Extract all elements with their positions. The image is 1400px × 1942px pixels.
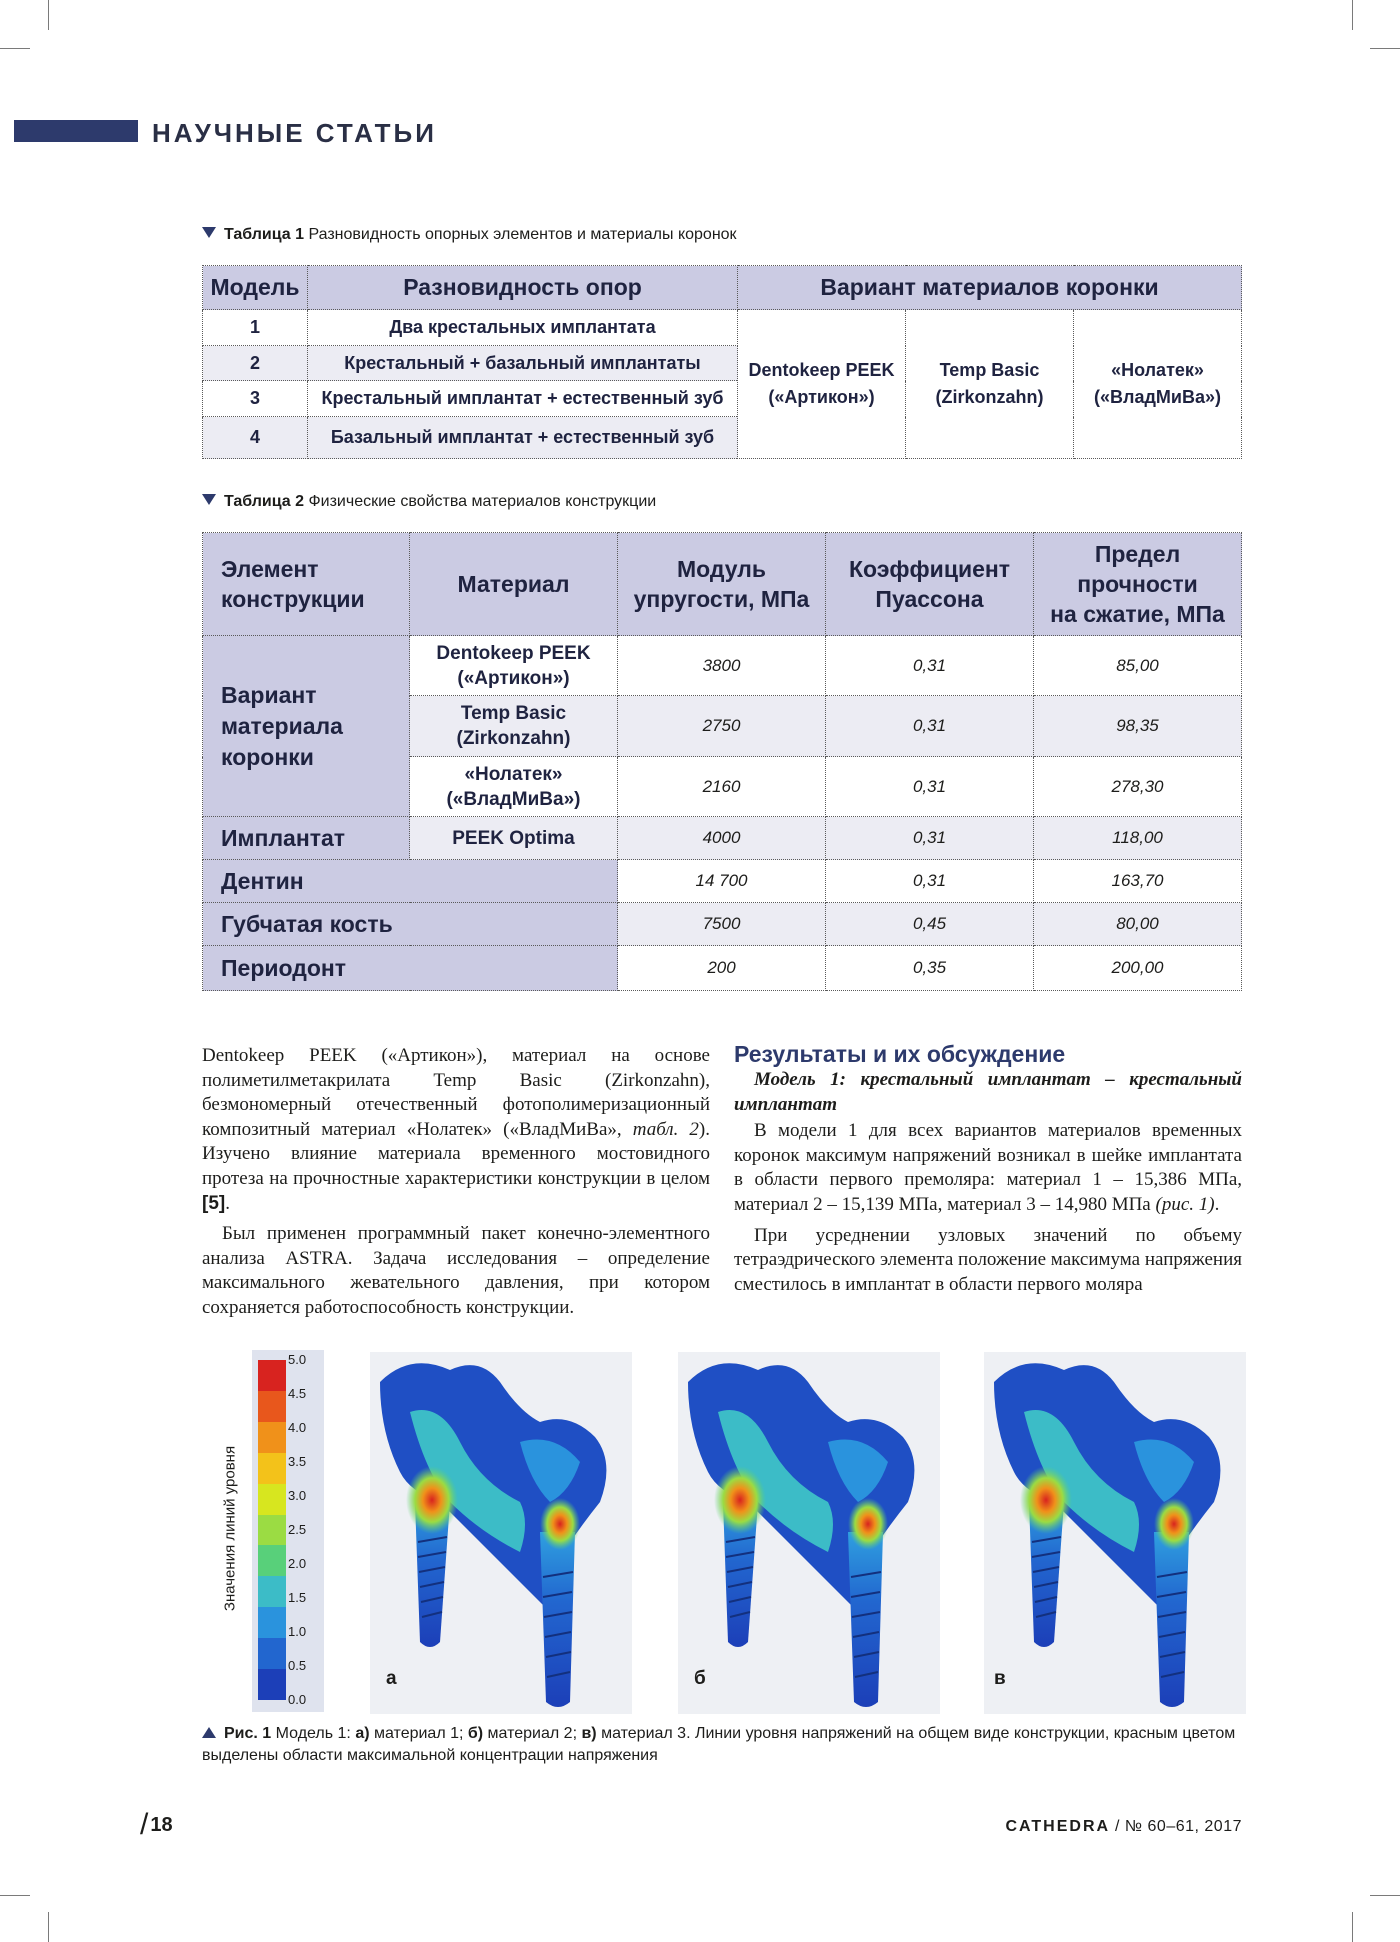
color-scale-tick: 3.0 (288, 1488, 307, 1503)
color-scale-labels (288, 1354, 324, 1706)
t2-poisson-cell: 0,31 (826, 636, 1034, 696)
paragraph: Был применен программный пакет конечно-элементного анализа ASTRA. Задача исследования – определение максимального жевательного давления, при котором сохраняется работоспособность конструкции. (202, 1223, 710, 1318)
model-subheading: Модель 1: крестальный имплантат – крестальный имплантат (734, 1069, 1242, 1115)
triangle-up-icon (202, 1727, 216, 1738)
figure-caption (202, 1723, 1242, 1767)
t2-strength-cell: 163,70 (1034, 860, 1242, 903)
crop-mark (1352, 0, 1353, 30)
t1-model-cell: 2 (203, 346, 308, 381)
t2-strength-cell: 98,35 (1034, 696, 1242, 757)
t1-crown-material-line2: («ВладМиВа») (1094, 387, 1221, 407)
t2-modulus-cell: 2750 (618, 696, 826, 757)
t2-header-poisson-l1: Коэффициент (848, 556, 1011, 582)
t2-crown-group (203, 636, 410, 817)
t1-support-cell: Два крестальных имплантата (308, 310, 738, 346)
t2-strength-cell: 118,00 (1034, 817, 1242, 860)
section-bar (14, 120, 138, 142)
figure-reference: (рис. 1) (1155, 1193, 1215, 1215)
t2-header-element-l1: Элемент (221, 556, 319, 582)
color-scale-segment (258, 1391, 286, 1422)
panel-letter-b: б (694, 1668, 706, 1689)
t1-crown-material (906, 310, 1074, 459)
table-2 (202, 532, 1242, 991)
t1-crown-material-line2: (Zirkonzahn) (935, 387, 1044, 407)
t2-material-l2: («Артикон») (457, 667, 570, 689)
color-scale-tick: 2.5 (288, 1522, 307, 1537)
table-1 (202, 265, 1242, 459)
t2-strength-cell: 200,00 (1034, 946, 1242, 991)
text-run: материал 3. Линии уровня напряжений на общем виде конструкции, красным цветом выделены области максимальной концентрации напряжения (202, 1725, 1236, 1764)
paragraph: При усреднении узловых значений по объему тетраэдрического элемента положение максимума напряжения сместилось в имплантат в области первого моляра (734, 1224, 1242, 1295)
t1-crown-material-line1: Temp Basic (939, 360, 1040, 380)
t2-header-element-l2: конструкции (221, 586, 365, 612)
figure-1 (200, 1350, 1245, 1720)
stress-panel-a (370, 1352, 632, 1714)
t1-model-cell: 1 (203, 310, 308, 346)
t1-header-crown: Вариант материалов коронки (738, 266, 1242, 310)
paragraph (202, 1044, 710, 1216)
slash-glyph: / (140, 1808, 149, 1841)
t1-model-cell: 3 (203, 381, 308, 417)
color-scale-segment (258, 1453, 286, 1484)
journal-issue: № 60–61, 2017 (1124, 1818, 1242, 1835)
t2-material-cell (410, 636, 618, 696)
text-run: материал 2; (483, 1725, 582, 1742)
stress-model-image (678, 1352, 940, 1714)
t2-header-strength (1034, 533, 1242, 636)
color-scale (252, 1350, 324, 1712)
stress-panel-c (984, 1352, 1246, 1714)
color-scale-tick: 3.5 (288, 1454, 307, 1469)
crop-mark (48, 0, 49, 30)
color-scale-segment (258, 1515, 286, 1546)
crop-mark (1370, 1895, 1400, 1896)
triangle-down-icon (202, 227, 216, 238)
t2-header-modulus (618, 533, 826, 636)
t2-poisson-cell: 0,45 (826, 903, 1034, 946)
t2-header-strength-l1: Предел (1094, 541, 1181, 567)
t2-material-l1: Dentokeep PEEK (436, 642, 591, 664)
t2-poisson-cell: 0,31 (826, 860, 1034, 903)
table2-caption (202, 493, 656, 511)
section-title: НАУЧНЫЕ СТАТЬИ (152, 118, 437, 148)
paragraph (734, 1119, 1242, 1217)
crop-mark (0, 48, 30, 49)
t1-crown-material-line2: («Артикон») (768, 387, 875, 407)
t2-strength-cell: 80,00 (1034, 903, 1242, 946)
color-scale-segment (258, 1607, 286, 1638)
crop-mark (1370, 48, 1400, 49)
t2-poisson-cell: 0,31 (826, 817, 1034, 860)
color-scale-tick: 0.0 (288, 1692, 307, 1707)
citation: [5] (202, 1192, 226, 1214)
t2-header-element (203, 533, 410, 636)
t1-crown-material-line1: Dentokeep PEEK (748, 360, 895, 380)
t2-modulus-cell: 3800 (618, 636, 826, 696)
table2-caption-label: Таблица 2 (224, 493, 305, 510)
t2-poisson-cell: 0,31 (826, 696, 1034, 757)
triangle-down-icon (202, 494, 216, 505)
panel-letter-c: в (994, 1668, 1006, 1689)
t2-element-cell: Имплантат (203, 817, 410, 860)
t1-crown-material (738, 310, 906, 459)
color-scale-bar (258, 1360, 286, 1700)
stress-panel-b (678, 1352, 940, 1714)
t2-material-l2: (Zirkonzahn) (456, 728, 571, 749)
t2-material-l2: («ВладМиВа») (446, 788, 581, 810)
t2-element-cell: Губчатая кость (203, 903, 618, 946)
t2-modulus-cell: 2160 (618, 757, 826, 817)
t2-material-l1: Temp Basic (460, 703, 567, 724)
t2-material-l1: «Нолатек» (464, 763, 563, 785)
color-scale-tick: 2.0 (288, 1556, 307, 1571)
t2-material-cell (410, 757, 618, 817)
t1-support-cell: Крестальный имплантат + естественный зуб (308, 381, 738, 417)
page-number-value: 18 (150, 1814, 173, 1836)
journal-name: CATHEDRA (1005, 1818, 1111, 1835)
t1-crown-material-line1: «Нолатек» (1111, 360, 1204, 380)
results-heading: Результаты и их обсуждение (734, 1041, 1066, 1067)
color-scale-segment (258, 1669, 286, 1700)
color-scale-segment (258, 1638, 286, 1669)
crop-mark (0, 1895, 30, 1896)
figure-caption-label: Рис. 1 (224, 1725, 272, 1742)
t2-header-strength-l2: прочности (1077, 571, 1198, 597)
right-text-column (734, 1040, 1242, 1297)
color-scale-segment (258, 1576, 286, 1607)
color-scale-segment (258, 1484, 286, 1515)
color-scale-tick: 4.5 (288, 1386, 307, 1401)
color-scale-tick: 1.0 (288, 1624, 307, 1639)
table1-caption-label: Таблица 1 (224, 226, 305, 243)
t2-header-strength-l3: на сжатие, МПа (1050, 601, 1225, 627)
t2-poisson-cell: 0,35 (826, 946, 1034, 991)
left-text-column (202, 1044, 710, 1321)
t2-crown-group-l3: коронки (221, 743, 314, 770)
subfigure-label: в) (581, 1725, 597, 1742)
t2-modulus-cell: 4000 (618, 817, 826, 860)
color-scale-tick: 5.0 (288, 1352, 307, 1367)
table1-caption (202, 226, 737, 244)
stress-model-image (370, 1352, 632, 1714)
t2-material-cell (410, 696, 618, 757)
colorbar-label: Значения линий уровня (221, 1445, 239, 1612)
text-run: Dentokeep PEEK («Артикон»), материал на основе полиметилметакрилата Temp Basic (Zirkonzahn), безмономерный отечественный фотополимеризационный композитный материал «Нолатек» («ВладМиВа», (202, 1045, 710, 1140)
t2-strength-cell: 85,00 (1034, 636, 1242, 696)
table2-caption-text: Физические свойства материалов конструкции (308, 493, 657, 510)
t2-header-material: Материал (410, 533, 618, 636)
text-run: Модель 1: (271, 1725, 356, 1742)
t1-header-support: Разновидность опор (308, 266, 738, 310)
t2-header-poisson (826, 533, 1034, 636)
text-run: материал 1; (369, 1725, 468, 1742)
t2-header-poisson-l2: Пуассона (875, 586, 984, 612)
t2-strength-cell: 278,30 (1034, 757, 1242, 817)
t2-poisson-cell: 0,31 (826, 757, 1034, 817)
t2-modulus-cell: 7500 (618, 903, 826, 946)
t2-header-modulus-l2: упругости, МПа (633, 586, 810, 612)
color-scale-tick: 0.5 (288, 1658, 307, 1673)
text-run: В модели 1 для всех вариантов материалов временных коронок максимум напряжений возникал в шейке имплантата в области первого премоляра: материал 1 – 15,386 МПа, материал 2 – 15,139 МПа, материал 3 – 14,980 МПа (734, 1120, 1242, 1215)
table-reference: табл. 2 (632, 1118, 699, 1140)
text-run: ). Изучено влияние материала временного мостовидного протеза на прочностные характеристики конструкции в целом (202, 1118, 710, 1189)
text-run: . (225, 1192, 230, 1214)
t2-modulus-cell: 200 (618, 946, 826, 991)
t1-header-model: Модель (203, 266, 308, 310)
t1-support-cell: Базальный имплантат + естественный зуб (308, 417, 738, 459)
subfigure-label: а) (355, 1725, 370, 1742)
t2-crown-group-l2: материала (221, 712, 343, 739)
t2-element-cell: Дентин (203, 860, 618, 903)
t2-element-cell: Периодонт (203, 946, 618, 991)
stress-model-image (984, 1352, 1246, 1714)
color-scale-segment (258, 1360, 286, 1391)
t2-modulus-cell: 14 700 (618, 860, 826, 903)
panel-letter-a: а (386, 1668, 397, 1689)
table1-caption-text: Разновидность опорных элементов и материалы коронок (308, 226, 737, 243)
color-scale-tick: 4.0 (288, 1420, 307, 1435)
color-scale-tick: 1.5 (288, 1590, 307, 1605)
journal-footer: CATHEDRA / № 60–61, 2017 (1005, 1818, 1242, 1835)
t2-material-cell: PEEK Optima (410, 817, 618, 860)
page-number (140, 1808, 173, 1842)
color-scale-segment (258, 1545, 286, 1576)
t1-crown-material (1074, 310, 1242, 459)
crop-mark (1352, 1912, 1353, 1942)
t2-crown-group-l1: Вариант (221, 681, 317, 708)
text-run: . (1214, 1193, 1220, 1215)
color-scale-segment (258, 1422, 286, 1453)
t2-header-modulus-l1: Модуль (676, 556, 767, 582)
subfigure-label: б) (467, 1725, 484, 1742)
crop-mark (48, 1912, 49, 1942)
t1-support-cell: Крестальный + базальный имплантаты (308, 346, 738, 381)
t1-model-cell: 4 (203, 417, 308, 459)
